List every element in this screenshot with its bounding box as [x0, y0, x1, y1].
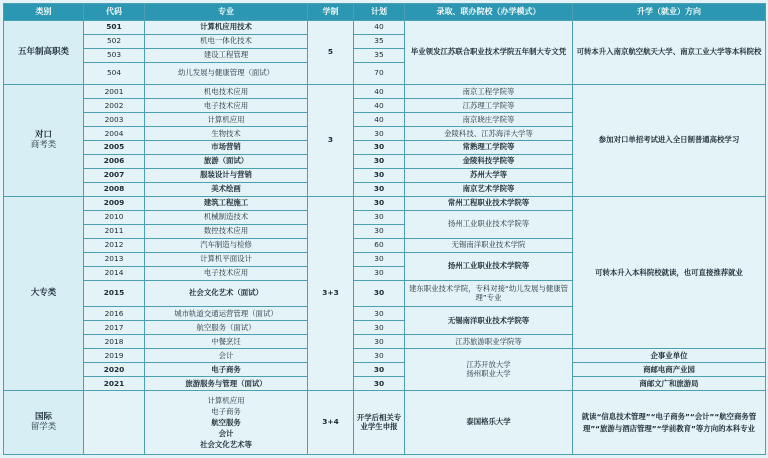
- direction-cell: 企事业单位: [573, 349, 766, 363]
- code-cell: 2009: [84, 197, 145, 211]
- plan-cell: 60: [354, 239, 405, 253]
- major-cell: 建设工程管理: [145, 48, 308, 62]
- table-row: [4, 21, 766, 35]
- plan-cell: 30: [354, 280, 405, 307]
- header-plan: 计划: [354, 4, 405, 21]
- code-cell: 2002: [84, 99, 145, 113]
- code-cell: 503: [84, 48, 145, 62]
- plan-cell: 40: [354, 21, 405, 35]
- code-cell: 2011: [84, 225, 145, 239]
- table-row: [4, 377, 766, 391]
- major-cell: 美术绘画: [145, 183, 308, 197]
- plan-cell: 30: [354, 211, 405, 225]
- major-cell: 旅游服务与管理（面试）: [145, 377, 308, 391]
- code-cell: 2003: [84, 113, 145, 127]
- header-direction: 升学（就业）方向: [573, 4, 766, 21]
- direction-cell: 就读“信息技术管理”“电子商务”“会计”“航空商务管理”“旅游与酒店管理”“学前教育”等方向的本科专业: [573, 391, 766, 455]
- school-cell: 扬州工业职业技术学院等: [405, 211, 573, 239]
- direction-cell: 参加对口单招考试进入全日制普通高校学习: [573, 85, 766, 197]
- enrollment-table: [3, 3, 766, 455]
- code-cell: 502: [84, 34, 145, 48]
- major-cell: 建筑工程施工: [145, 197, 308, 211]
- plan-cell: 30: [354, 335, 405, 349]
- code-cell: 2006: [84, 155, 145, 169]
- plan-cell: 30: [354, 169, 405, 183]
- table-row: [4, 85, 766, 99]
- code-cell: 501: [84, 21, 145, 35]
- major-cell: 幼儿发展与健康管理（面试）: [145, 62, 308, 84]
- school-cell: 无锡南洋职业技术学院: [405, 239, 573, 253]
- code-cell: 2007: [84, 169, 145, 183]
- header-row: [4, 4, 766, 21]
- major-cell: 市场营销: [145, 141, 308, 155]
- direction-cell: 可转本升入本科院校就读，也可直接推荐就业: [573, 197, 766, 349]
- major-cell: 机械制造技术: [145, 211, 308, 225]
- major-cell: 电子技术应用: [145, 266, 308, 280]
- code-cell: 2020: [84, 363, 145, 377]
- category-sub-label: 商考类: [30, 139, 57, 150]
- code-cell: 2008: [84, 183, 145, 197]
- school-cell: 泰国格乐大学: [405, 391, 573, 455]
- plan-cell: 30: [354, 127, 405, 141]
- code-cell: 2004: [84, 127, 145, 141]
- code-cell: 2021: [84, 377, 145, 391]
- category-five-year: 五年制高职类: [4, 21, 84, 85]
- school-line: 扬州职业大学: [466, 368, 511, 378]
- school-line: 江苏开放大学: [466, 360, 511, 370]
- major-cell: 旅游（面试）: [145, 155, 308, 169]
- code-cell: 2019: [84, 349, 145, 363]
- school-cell: 无锡南洋职业技术学院等: [405, 307, 573, 335]
- years-cell: 3: [308, 85, 354, 197]
- code-cell: 2010: [84, 211, 145, 225]
- plan-cell: 35: [354, 34, 405, 48]
- plan-cell: 30: [354, 377, 405, 391]
- major-cell: 中餐烹饪: [145, 335, 308, 349]
- code-cell: 2015: [84, 280, 145, 307]
- school-cell: 金陵科技学院等: [405, 155, 573, 169]
- header-school: 录取、联办院校（办学模式）: [405, 4, 573, 21]
- plan-cell: 40: [354, 99, 405, 113]
- school-cell: 毕业领发江苏联合职业技术学院五年制大专文凭: [405, 21, 573, 85]
- header-years: 学制: [308, 4, 354, 21]
- plan-cell: 30: [354, 197, 405, 211]
- major-item: 社会文化艺术等: [200, 440, 252, 450]
- code-cell: 2005: [84, 141, 145, 155]
- plan-cell: 30: [354, 266, 405, 280]
- plan-cell: 30: [354, 253, 405, 267]
- plan-cell: 30: [354, 363, 405, 377]
- table-row: [4, 363, 766, 377]
- school-cell: 南京晓庄学院等: [405, 113, 573, 127]
- plan-cell: 70: [354, 62, 405, 84]
- major-cell: 航空服务（面试）: [145, 321, 308, 335]
- major-cell: 城市轨道交通运营管理（面试）: [145, 307, 308, 321]
- major-list: [145, 391, 308, 455]
- plan-cell: 40: [354, 85, 405, 99]
- school-cell: 江苏旅游职业学院等: [405, 335, 573, 349]
- direction-cell: 可转本升入南京航空航天大学、南京工业大学等本科院校: [573, 21, 766, 85]
- code-cell: 2016: [84, 307, 145, 321]
- major-cell: 数控技术应用: [145, 225, 308, 239]
- plan-cell: 35: [354, 48, 405, 62]
- school-cell: 常州工程职业技术学院等: [405, 197, 573, 211]
- major-cell: 社会文化艺术（面试）: [145, 280, 308, 307]
- code-cell: 2013: [84, 253, 145, 267]
- table-row: [4, 197, 766, 211]
- school-cell: [405, 349, 573, 391]
- years-cell: 3+4: [308, 391, 354, 455]
- plan-cell: 30: [354, 307, 405, 321]
- code-cell: 2018: [84, 335, 145, 349]
- direction-cell: 商邮文广和旅游局: [573, 377, 766, 391]
- major-cell: 汽车制造与检修: [145, 239, 308, 253]
- category-dui-kou: [4, 85, 84, 197]
- major-cell: 会计: [145, 349, 308, 363]
- major-item: 计算机应用: [207, 395, 245, 405]
- category-label: 对口: [34, 129, 52, 140]
- code-cell: 2014: [84, 266, 145, 280]
- code-cell: 2001: [84, 85, 145, 99]
- code-cell: [84, 391, 145, 455]
- table-row: [4, 349, 766, 363]
- plan-cell: 30: [354, 141, 405, 155]
- code-cell: 2012: [84, 239, 145, 253]
- school-cell: 扬州工业职业技术学院等: [405, 253, 573, 281]
- category-label: 国际: [34, 411, 52, 422]
- code-cell: 504: [84, 62, 145, 84]
- major-item: 会计: [218, 429, 234, 439]
- major-cell: 计算机应用: [145, 113, 308, 127]
- header-major: 专业: [145, 4, 308, 21]
- plan-cell: 开学后相关专业学生申报: [354, 391, 405, 455]
- major-cell: 计算机平面设计: [145, 253, 308, 267]
- plan-cell: 30: [354, 225, 405, 239]
- years-cell: 5: [308, 21, 354, 85]
- years-cell: 3+3: [308, 197, 354, 391]
- school-cell: 江苏理工学院等: [405, 99, 573, 113]
- major-cell: 电子技术应用: [145, 99, 308, 113]
- plan-cell: 30: [354, 183, 405, 197]
- plan-cell: 30: [354, 321, 405, 335]
- school-cell: 金陵科技、江苏海洋大学等: [405, 127, 573, 141]
- major-cell: 计算机应用技术: [145, 21, 308, 35]
- major-cell: 机电一体化技术: [145, 34, 308, 48]
- school-cell: 南京工程学院等: [405, 85, 573, 99]
- major-item: 电子商务: [211, 406, 241, 416]
- plan-cell: 30: [354, 349, 405, 363]
- major-cell: 服装设计与营销: [145, 169, 308, 183]
- major-cell: 生物技术: [145, 127, 308, 141]
- school-cell: 常熟理工学院等: [405, 141, 573, 155]
- header-category: 类别: [4, 4, 84, 21]
- category-sub-label: 留学类: [30, 421, 57, 432]
- category-intl: [4, 391, 84, 455]
- school-cell: 建东职业技术学院，专科对接“幼儿发展与健康管理”专业: [405, 280, 573, 307]
- school-cell: 苏州大学等: [405, 169, 573, 183]
- school-cell: 南京艺术学院等: [405, 183, 573, 197]
- major-cell: 电子商务: [145, 363, 308, 377]
- header-code: 代码: [84, 4, 145, 21]
- major-item: 航空服务: [211, 418, 241, 428]
- direction-cell: 商邮电商产业园: [573, 363, 766, 377]
- code-cell: 2017: [84, 321, 145, 335]
- category-da-zhuan: 大专类: [4, 197, 84, 391]
- table-row: [4, 391, 766, 455]
- plan-cell: 40: [354, 113, 405, 127]
- major-cell: 机电技术应用: [145, 85, 308, 99]
- plan-cell: 30: [354, 155, 405, 169]
